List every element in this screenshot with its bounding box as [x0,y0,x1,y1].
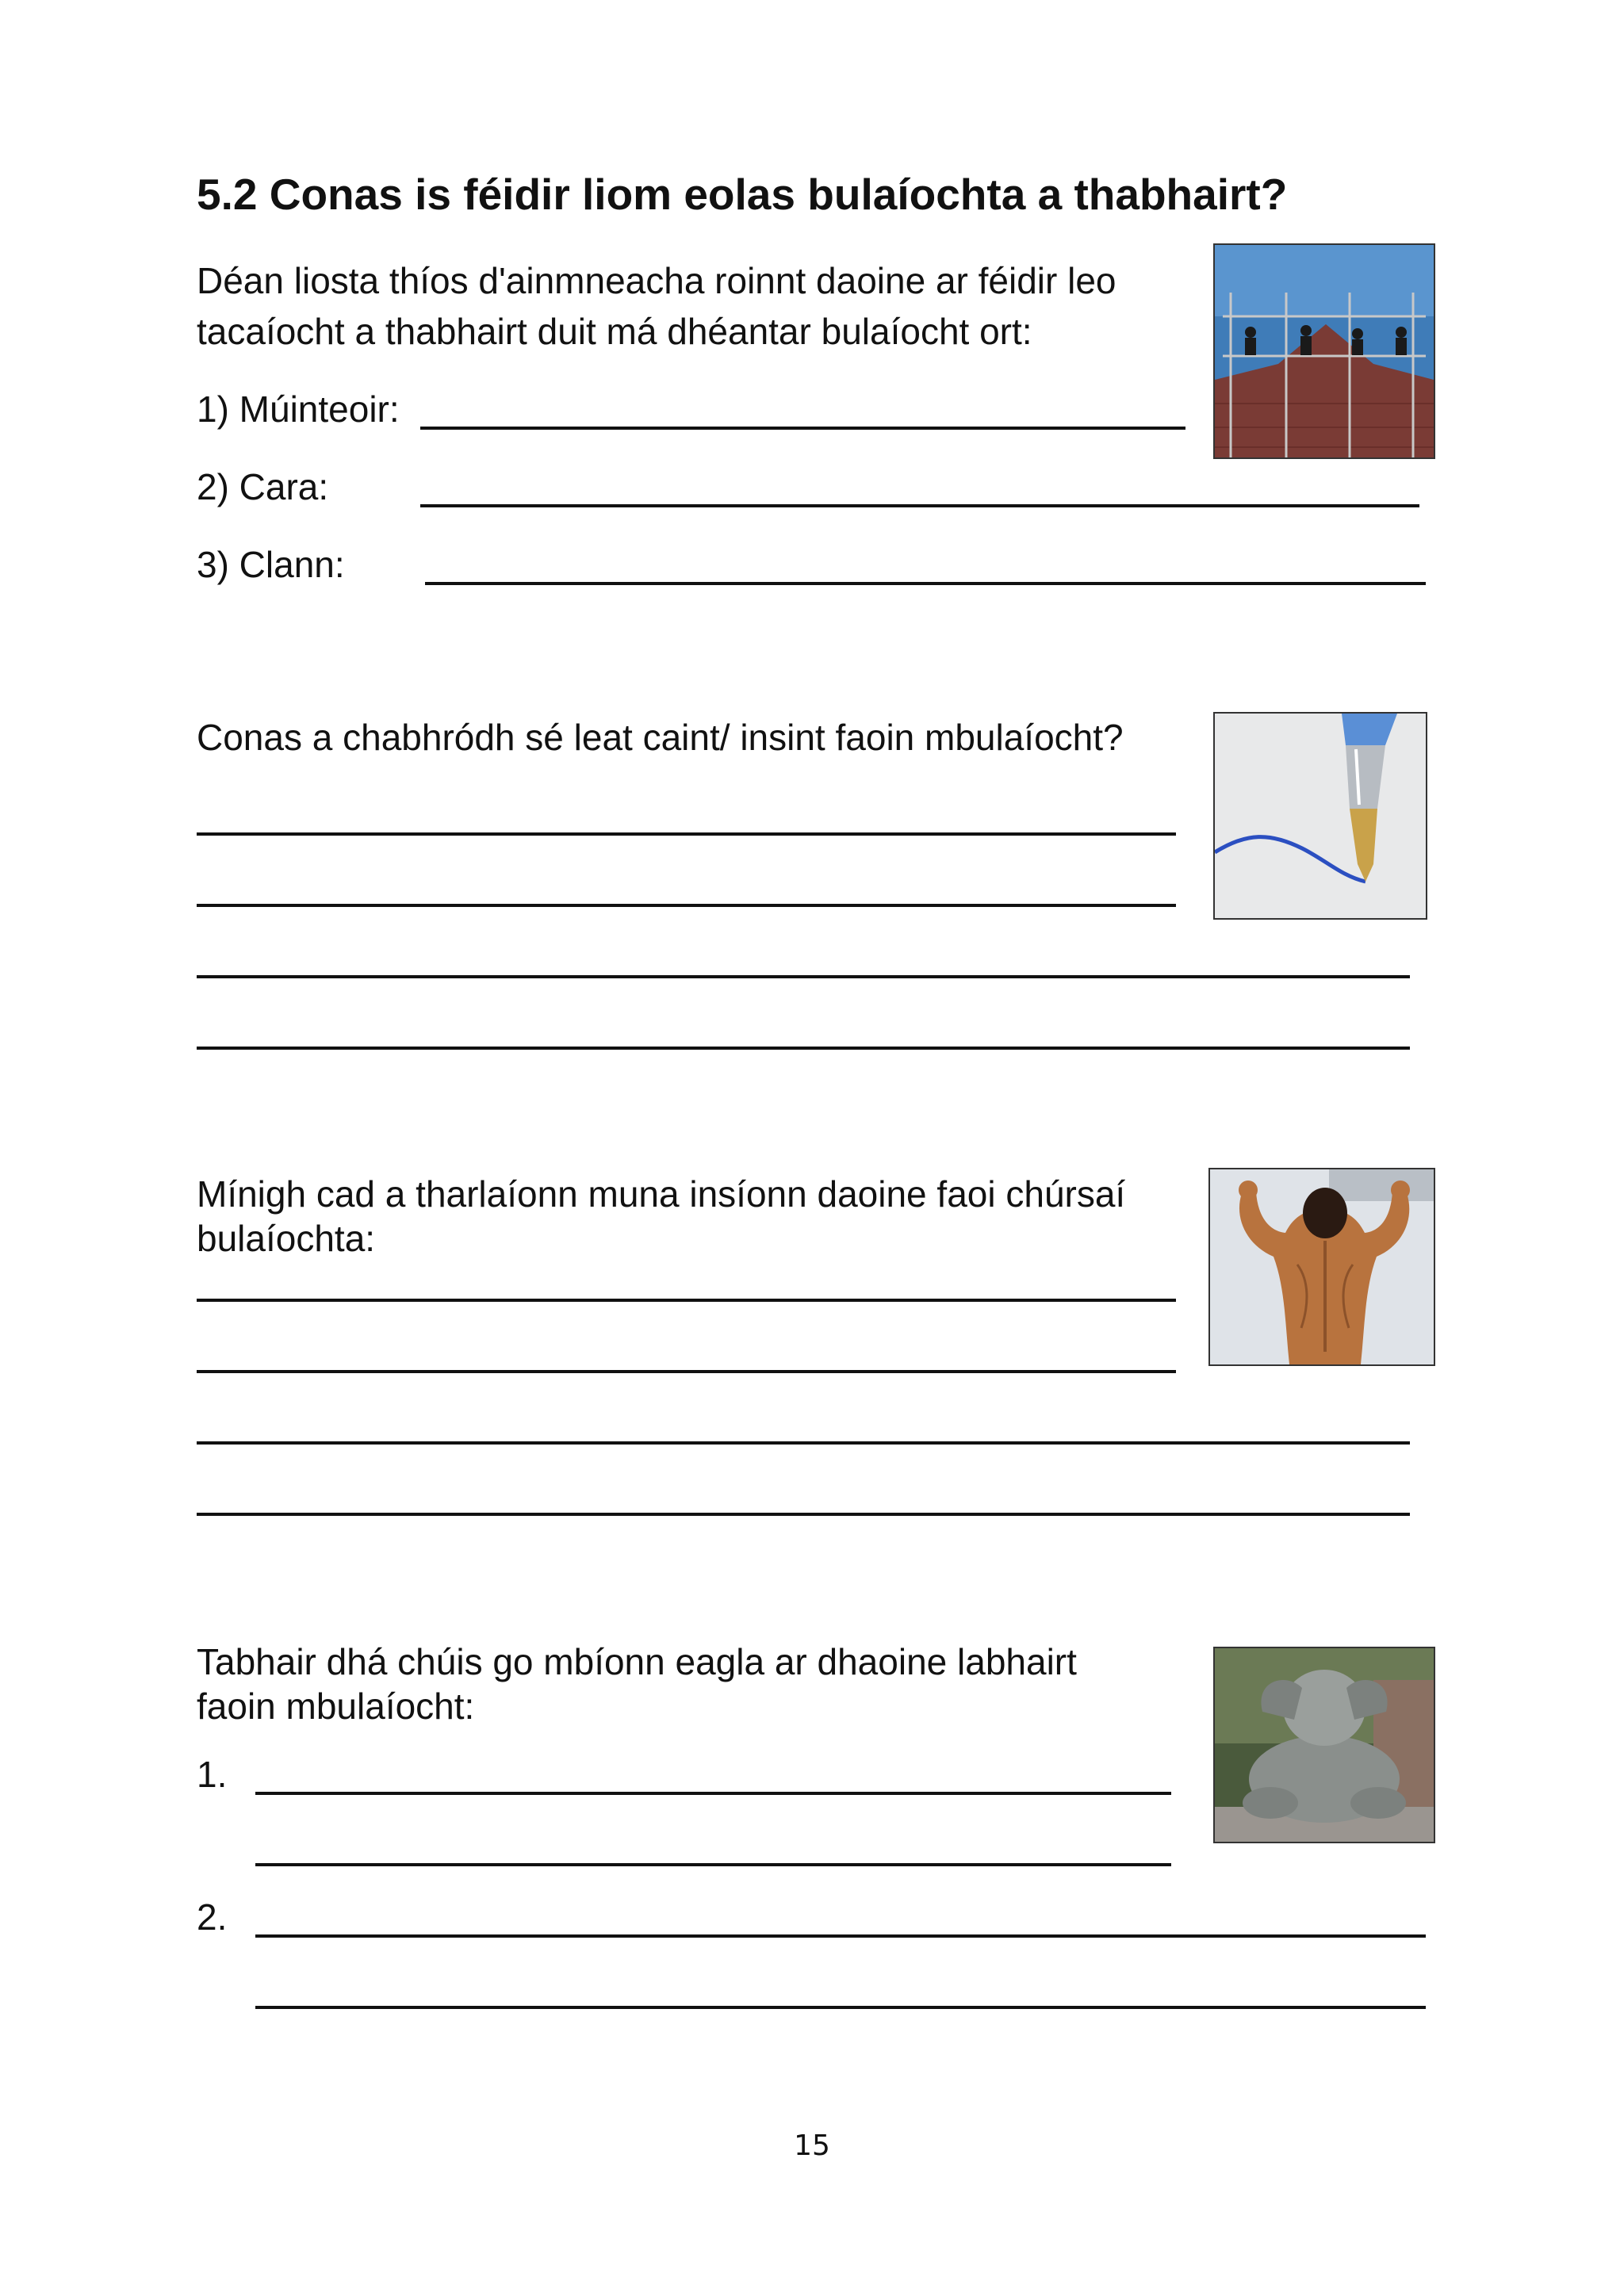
q3-answer-line-2[interactable] [197,1370,1176,1373]
q3-prompt-line2: bulaíochta: [197,1218,376,1259]
monkey-statue-photo [1213,1647,1435,1843]
q4-answer-line-2a[interactable] [255,1934,1426,1938]
q1-prompt-line1: Déan liosta thíos d'ainmneacha roinnt daoine ar féidir leo [197,260,1116,301]
answer-line-family[interactable] [425,582,1426,585]
q3-answer-line-4[interactable] [197,1513,1410,1516]
q2-prompt: Conas a chabhródh sé leat caint/ insint faoin mbulaíocht? [197,717,1124,758]
pen-writing-photo [1213,712,1427,920]
q4-label-reason-1: 1. [197,1754,228,1795]
q4-answer-line-1a[interactable] [255,1792,1171,1795]
q2-answer-line-2[interactable] [197,904,1176,907]
answer-line-friend[interactable] [420,504,1419,507]
answer-line-teacher[interactable] [420,427,1185,430]
q1-prompt-line2: tacaíocht a thabhairt duit má dhéantar bulaíocht ort: [197,311,1032,352]
q2-answer-line-4[interactable] [197,1047,1410,1050]
q4-answer-line-1b[interactable] [255,1863,1171,1866]
q1-label-teacher: 1) Múinteoir: [197,388,400,430]
muscular-man-photo [1208,1168,1435,1366]
q4-prompt-line1: Tabhair dhá chúis go mbíonn eagla ar dhaoine labhairt [197,1641,1077,1682]
q2-answer-line-3[interactable] [197,975,1410,978]
q1-label-friend: 2) Cara: [197,466,329,507]
q4-answer-line-2b[interactable] [255,2006,1426,2009]
q4-prompt-line2: faoin mbulaíocht: [197,1686,475,1727]
section-title: 5.2 Conas is féidir liom eolas bulaíochta a thabhairt? [197,170,1288,219]
q3-answer-line-1[interactable] [197,1299,1176,1302]
q4-label-reason-2: 2. [197,1896,228,1938]
q3-answer-line-3[interactable] [197,1441,1410,1445]
q2-answer-line-1[interactable] [197,832,1176,836]
scaffolding-photo [1213,243,1435,459]
q3-prompt-line1: Mínigh cad a tharlaíonn muna insíonn daoine faoi chúrsaí [197,1173,1126,1215]
page-number: 15 [794,2130,830,2162]
q1-label-family: 3) Clann: [197,544,345,585]
